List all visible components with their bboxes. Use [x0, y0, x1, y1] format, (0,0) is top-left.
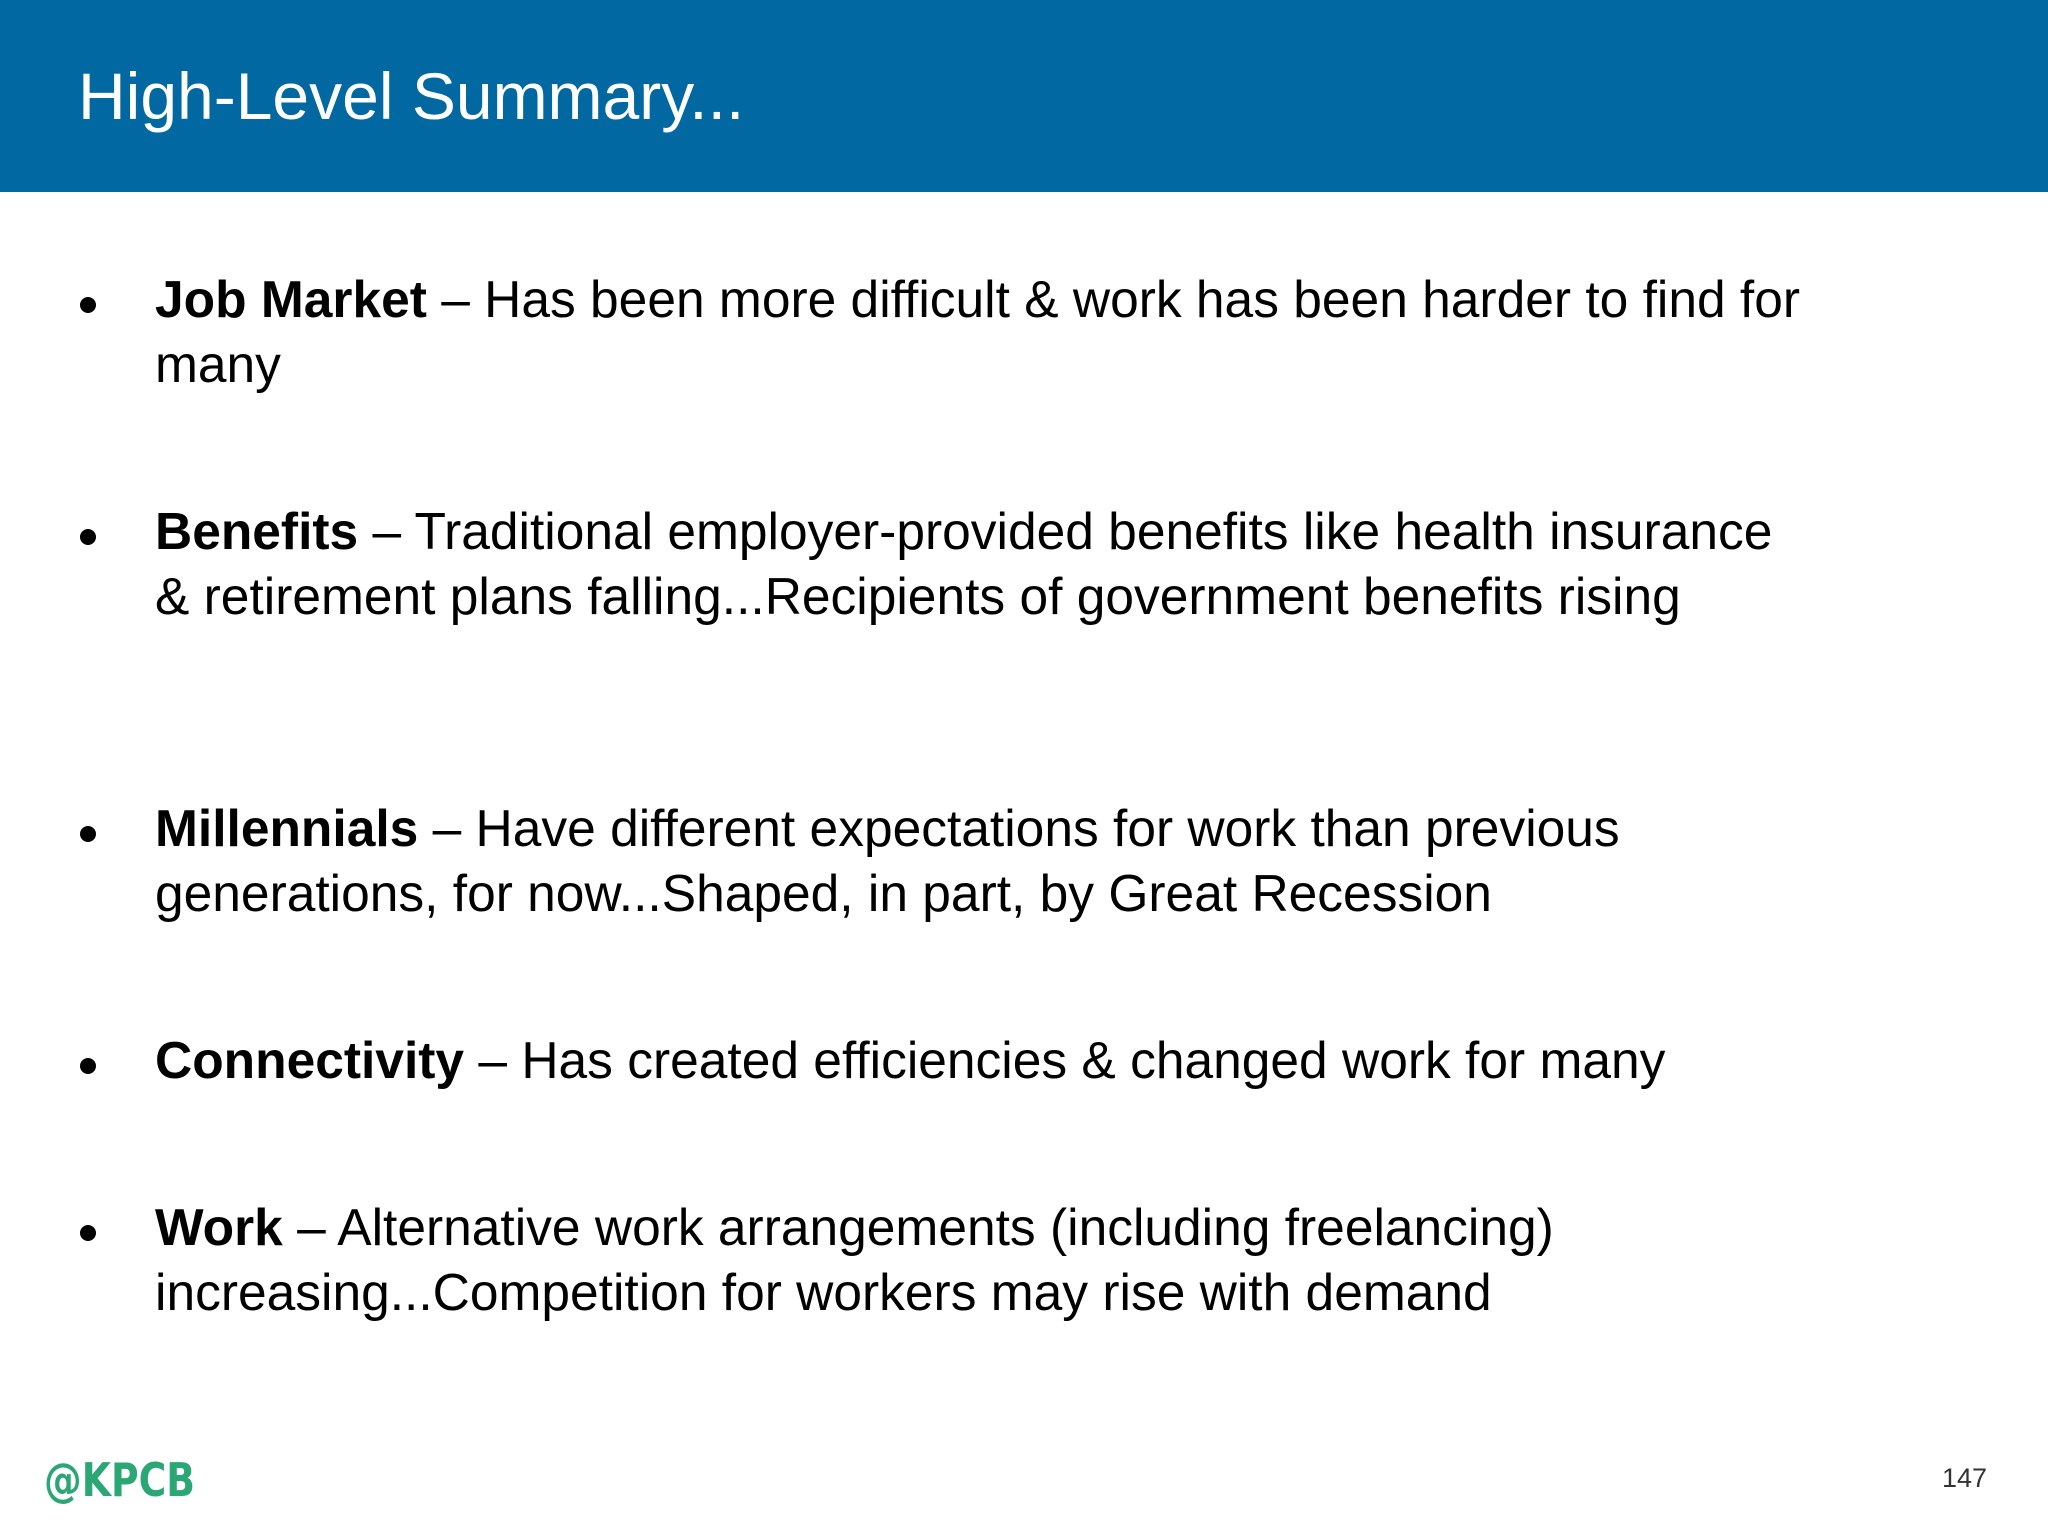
bullet-text [155, 796, 1895, 926]
bullet-icon [80, 529, 96, 545]
bullet-heading: Benefits [155, 502, 359, 560]
bullet-text [155, 1195, 1755, 1325]
bullet-heading: Connectivity [155, 1031, 465, 1089]
bullet-body: – Have different expectations for work than previous generations, for now...Shaped, in part, by Great Recession [155, 799, 1620, 922]
bullet-heading: Millennials [155, 799, 419, 857]
slide-header [0, 0, 2048, 192]
bullet-body: – Traditional employer-provided benefits like health insurance & retirement plans falling...Recipients of government benefits rising [155, 502, 1773, 625]
bullet-body: – Has been more difficult & work has been harder to find for many [155, 270, 1801, 393]
bullet-text [155, 267, 1895, 397]
bullet-text [155, 1028, 1895, 1093]
bullet-body: – Alternative work arrangements (including freelancing) increasing...Competition for workers may rise with demand [155, 1198, 1554, 1321]
bullet-icon [80, 297, 96, 313]
bullet-icon [80, 826, 96, 842]
page-number: 147 [1941, 1463, 1987, 1493]
bullet-icon [80, 1058, 96, 1074]
bullet-heading: Work [155, 1198, 283, 1256]
bullet-icon [80, 1225, 96, 1241]
bullet-heading: Job Market [155, 270, 427, 328]
kpcb-logo: @KPCB [44, 1453, 196, 1507]
bullet-text [155, 499, 1775, 629]
bullet-body: – Has created efficiencies & changed work for many [464, 1031, 1666, 1089]
slide-title: High-Level Summary... [78, 59, 745, 133]
